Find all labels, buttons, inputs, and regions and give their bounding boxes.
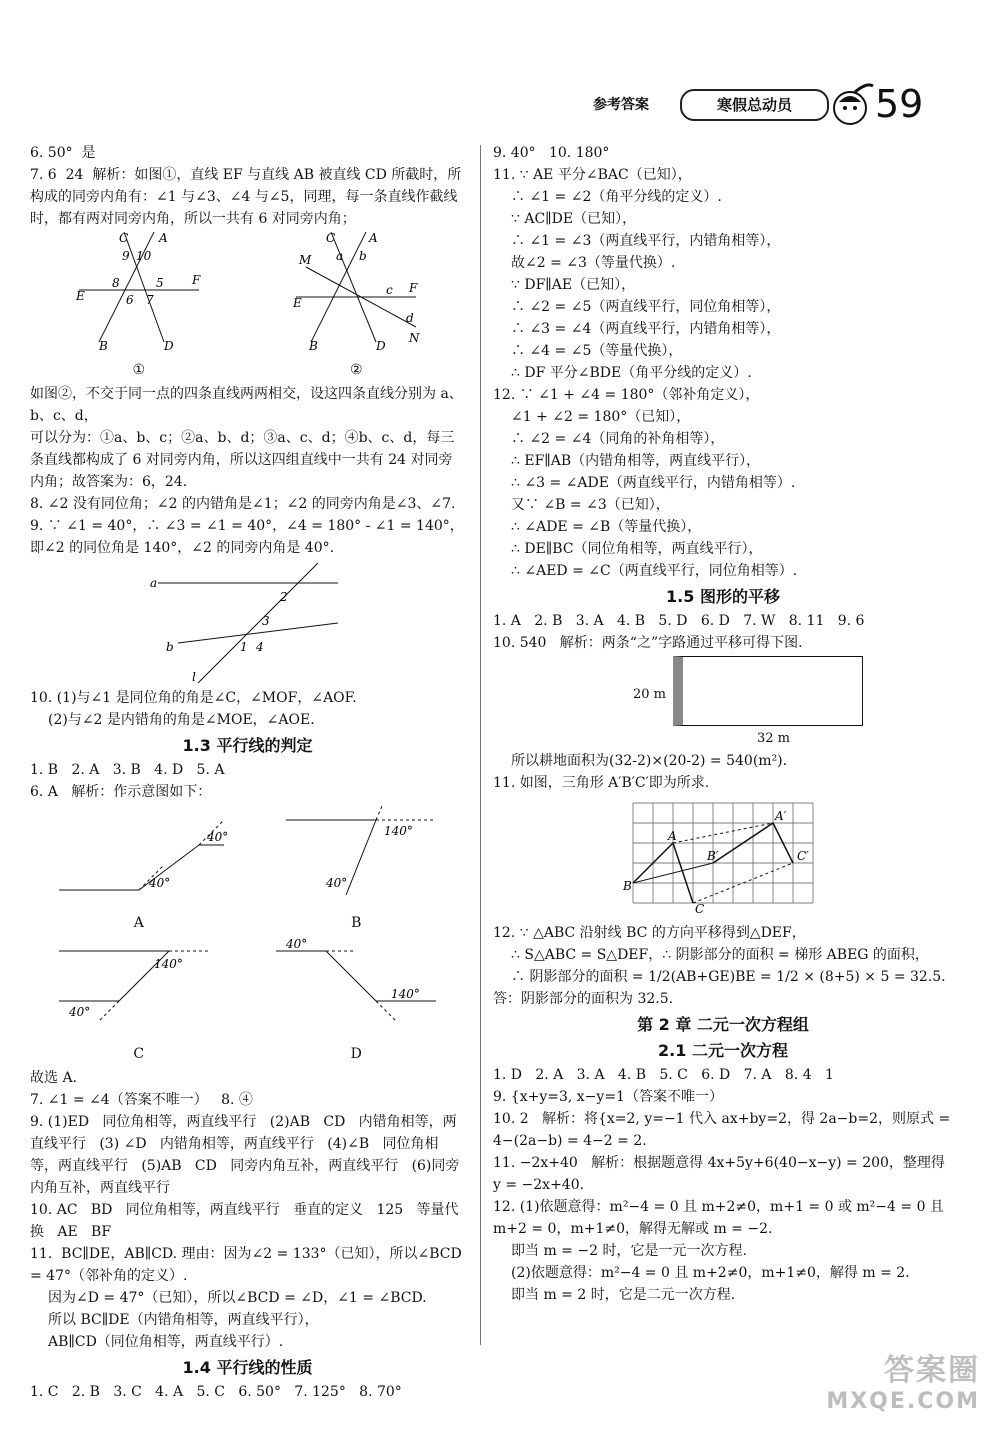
figure-grid-translation xyxy=(623,798,823,918)
left-column xyxy=(30,142,465,1403)
answer-line: 1. D 2. A 3. A 4. B 5. C 6. D 7. A 8. 4 1 xyxy=(493,1067,834,1083)
answer-line: 11. −2x+40 解析：根据题意得 4x+5y+6(40−x−y) = 200，整理得 y = −2x+40. xyxy=(493,1155,950,1193)
svg-text:F: F xyxy=(191,273,201,287)
answer-line: 12. (1)依题意得：m²−4 = 0 且 m+2≠0，m+1 = 0 或 m²−4 = 0 且 m+2 = 0，m+1≠0，解得无解或 m = −2. xyxy=(493,1199,949,1237)
answer-line: ∵ AC∥DE（已知）， xyxy=(511,211,637,227)
answer-line: ∴ ∠AED = ∠C（两直线平行，同位角相等）. xyxy=(511,563,798,579)
svg-text:B: B xyxy=(309,339,319,352)
svg-text:40°: 40° xyxy=(148,876,171,890)
svg-text:B: B xyxy=(623,879,632,893)
svg-text:C: C xyxy=(695,902,705,916)
section-label: 参考答案 xyxy=(593,97,649,113)
answer-line: 9. 40° 10. 180° xyxy=(493,145,610,161)
svg-text:6: 6 xyxy=(125,293,134,307)
svg-text:D: D xyxy=(376,339,386,352)
answer-line: 故选 A. xyxy=(30,1070,78,1086)
svg-text:a: a xyxy=(336,249,344,263)
svg-text:E: E xyxy=(75,289,85,303)
figure-grid-abcd xyxy=(30,805,465,1065)
answer-line: 1. C 2. B 3. C 4. A 5. C 6. 50° 7. 125° 8. 70° xyxy=(30,1384,402,1400)
answer-line: 11. BC∥DE，AB∥CD. 理由：因为∠2 = 133°（已知），所以∠BCD = 47°（邻补角的定义）. xyxy=(30,1246,467,1284)
answer-line: 12. ∵ ∠1 + ∠4 = 180°（邻补角定义）， xyxy=(493,387,760,403)
section-heading: 1.5 图形的平移 xyxy=(666,587,780,606)
answer-line: ∴ S△ABC = S△DEF，∴ 阴影部分的面积 = 梯形 ABEG 的面积， xyxy=(511,947,929,963)
answer-line: ∵ DF∥AE（已知）， xyxy=(511,277,636,293)
svg-text:10: 10 xyxy=(135,249,152,263)
answer-line: 1. A 2. B 3. A 4. B 5. D 6. D 7. W 8. 11 9. 6 xyxy=(493,613,865,629)
figure-caption: ② xyxy=(349,362,363,378)
svg-text:1: 1 xyxy=(239,640,248,654)
section-heading: 1.3 平行线的判定 xyxy=(182,736,313,755)
svg-text:40°: 40° xyxy=(68,1005,91,1019)
answer-line: 7. 6 24 解析：如图①，直线 EF 与直线 AB 被直线 CD 所截时，所构成的同旁内角有：∠1 与∠3、∠4 与∠5，同理，每一条直线作截线时，都有两对同旁内角，所以一共有 6 对同旁内角； xyxy=(30,167,462,227)
svg-text:M: M xyxy=(299,253,312,267)
svg-text:a: a xyxy=(149,576,157,590)
answer-line: ∴ ∠3 = ∠ADE（两直线平行，内错角相等）. xyxy=(511,475,796,491)
answer-line: 可以分为：①a、b、c；②a、b、d；③a、c、d；④b、c、d，每三条直线都构成了 6 对同旁内角，所以这四组直线中一共有 24 对同旁内角；故答案为：6，24. xyxy=(30,430,455,490)
svg-text:D: D xyxy=(163,339,174,352)
svg-text:8: 8 xyxy=(111,276,120,290)
answer-line: 9. (1)ED 同位角相等，两直线平行 (2)AB CD 内错角相等，两直线平行 (3) ∠D 内错角相等，两直线平行 (4)∠B 同位角相等，两直线平行 (5)AB CD 同旁内角互补，两直线平行 (6)同旁内角互补，两直线平行 xyxy=(30,1114,460,1196)
answer-line: 即当 m = 2 时，它是二元一次方程. xyxy=(511,1287,736,1303)
svg-text:140°: 140° xyxy=(391,987,421,1001)
answer-line: 即当 m = −2 时，它是一元一次方程. xyxy=(511,1243,747,1259)
answer-line: 7. ∠1 = ∠4（答案不唯一） 8. ④ xyxy=(30,1092,253,1108)
svg-text:40°: 40° xyxy=(326,876,348,890)
figure-caption: D xyxy=(350,1046,362,1062)
svg-text:A: A xyxy=(668,829,677,843)
section-heading: 2.1 二元一次方程 xyxy=(658,1041,788,1060)
figure-option-a xyxy=(49,805,229,905)
figure-option-d xyxy=(266,936,446,1036)
answer-line: ∴ ∠3 = ∠4（两直线平行，内错角相等）， xyxy=(511,321,781,337)
figure-option-c xyxy=(49,936,229,1036)
answer-line: (2)与∠2 是内错角的角是∠MOE，∠AOE. xyxy=(48,712,315,728)
svg-text:4: 4 xyxy=(255,640,264,654)
answer-line: ∴ 阴影部分的面积 = 1/2(AB+GE)BE = 1/2 × (8+5) × 5 = 32.5. xyxy=(511,969,946,985)
svg-text:2: 2 xyxy=(279,590,288,604)
answer-line: 10. 2 解析：将{x=2, y=−1 代入 ax+by=2，得 2a−b=2，则原式 = 4−(2a−b) = 4−2 = 2. xyxy=(493,1111,955,1149)
svg-text:5: 5 xyxy=(155,276,164,290)
svg-text:40°: 40° xyxy=(286,937,308,951)
svg-text:c: c xyxy=(386,283,393,297)
answer-line: 答：阴影部分的面积为 32.5. xyxy=(493,991,674,1007)
answer-line: 1. B 2. A 3. B 4. D 5. A xyxy=(30,762,225,778)
answer-line: 11. 如图，三角形 A′B′C′即为所求. xyxy=(493,775,710,791)
figure-caption: ① xyxy=(132,362,146,378)
answer-line: 12. ∵ △ABC 沿射线 BC 的方向平移得到△DEF， xyxy=(493,925,806,941)
figure-option-b xyxy=(266,805,446,905)
answer-line: 10. (1)与∠1 是同位角的角是∠C，∠MOF，∠AOF. xyxy=(30,690,357,706)
svg-text:F: F xyxy=(409,281,418,295)
svg-text:B′: B′ xyxy=(707,849,719,863)
column-divider xyxy=(480,145,481,1345)
section-heading: 1.4 平行线的性质 xyxy=(182,1358,313,1377)
answer-line: 11. ∵ AE 平分∠BAC（已知）， xyxy=(493,167,692,183)
answer-line: 10. AC BD 同位角相等，两直线平行 垂直的定义 125 等量代换 AE BF xyxy=(30,1202,459,1240)
rect-width-label: 32 m xyxy=(753,728,794,750)
svg-text:7: 7 xyxy=(145,293,154,307)
svg-text:b: b xyxy=(165,640,174,654)
figure-parallel-transversal xyxy=(148,563,348,683)
answer-line: AB∥CD（同位角相等，两直线平行）. xyxy=(48,1334,284,1350)
answer-line: 所以耕地面积为(32-2)×(20-2) = 540(m²). xyxy=(511,753,788,769)
figure-row-1-2 xyxy=(30,232,465,381)
mascot-logo xyxy=(825,80,875,134)
svg-text:140°: 140° xyxy=(153,957,183,971)
answer-line: ∴ ∠2 = ∠5（两直线平行，同位角相等）， xyxy=(511,299,781,315)
svg-text:E: E xyxy=(293,296,303,310)
right-column xyxy=(493,142,953,1306)
figure-2-four-lines xyxy=(291,232,421,352)
svg-text:A′: A′ xyxy=(775,809,787,823)
watermark-url: MXQE.COM xyxy=(826,1389,980,1414)
answer-line: 因为∠D = 47°（已知），所以∠BCD = ∠D，∠1 = ∠BCD. xyxy=(48,1290,427,1306)
figure-caption: C xyxy=(133,1046,145,1062)
svg-text:140°: 140° xyxy=(384,824,414,838)
answer-line: ∴ ∠ADE = ∠B（等量代换）， xyxy=(511,519,702,535)
svg-text:l: l xyxy=(191,670,196,683)
chapter-heading: 第 2 章 二元一次方程组 xyxy=(637,1015,809,1034)
field-rectangle xyxy=(673,656,863,726)
page-number: 59 xyxy=(875,82,924,126)
svg-text:3: 3 xyxy=(261,614,270,628)
svg-text:9: 9 xyxy=(121,249,130,263)
svg-text:N: N xyxy=(409,331,420,345)
answer-line: 又∵ ∠B = ∠3（已知）， xyxy=(511,497,670,513)
answer-line: 9. {x+y=3, x−y=1（答案不唯一） xyxy=(493,1089,723,1105)
answer-line: ∴ DE∥BC（同位角相等，两直线平行）， xyxy=(511,541,763,557)
watermark-title: 答案圈 xyxy=(884,1353,980,1388)
book-title: 寒假总动员 xyxy=(680,89,829,121)
answer-line: 故∠2 = ∠3（等量代换）. xyxy=(511,255,676,271)
svg-text:A: A xyxy=(369,232,378,245)
figure-field-rectangle xyxy=(633,656,873,748)
answer-line: 6. A 解析：作示意图如下： xyxy=(30,784,212,800)
answer-line: 10. 540 解析：两条“之”字路通过平移可得下图. xyxy=(493,635,803,651)
answer-line: 8. ∠2 没有同位角；∠2 的内错角是∠1；∠2 的同旁内角是∠3、∠7. xyxy=(30,496,456,512)
answer-line: (2)依题意得：m²−4 = 0 且 m+2≠0，m+1≠0，解得 m = 2. xyxy=(511,1265,910,1281)
rect-height-label: 20 m xyxy=(633,687,667,702)
answer-line: ∴ EF∥AB（内错角相等，两直线平行）， xyxy=(511,453,761,469)
answer-line: ∴ ∠2 = ∠4（同角的补角相等）， xyxy=(511,431,725,447)
answer-line: 6. 50° 是 xyxy=(30,145,96,161)
answer-line: ∴ ∠4 = ∠5（等量代换）， xyxy=(511,343,683,359)
svg-text:C: C xyxy=(118,232,128,245)
answer-line: ∴ ∠1 = ∠2（角平分线的定义）. xyxy=(511,189,722,205)
svg-text:B: B xyxy=(98,339,108,352)
svg-text:d: d xyxy=(406,311,414,325)
answer-line: 9. ∵ ∠1 = 40°，∴ ∠3 = ∠1 = 40°，∠4 = 180° - ∠1 = 140°，即∠2 的同位角是 140°，∠2 的同旁内角是 40°. xyxy=(30,518,464,556)
answer-line: ∴ ∠1 = ∠3（两直线平行，内错角相等）， xyxy=(511,233,781,249)
answer-line: ∴ DF 平分∠BDE（角平分线的定义）. xyxy=(511,365,752,381)
answer-line: 如图②，不交于同一点的四条直线两两相交，设这四条直线分别为 a、b、c、d， xyxy=(30,386,463,424)
svg-text:A: A xyxy=(158,232,168,245)
svg-text:40°: 40° xyxy=(206,830,229,844)
figure-1-intersecting-lines xyxy=(74,232,204,352)
figure-caption: A xyxy=(133,915,144,931)
svg-text:b: b xyxy=(359,249,367,263)
figure-caption: B xyxy=(351,915,362,931)
watermark xyxy=(826,1345,980,1414)
svg-text:C: C xyxy=(326,232,336,245)
answer-line: ∠1 + ∠2 = 180°（已知）， xyxy=(511,409,691,425)
svg-text:C′: C′ xyxy=(797,849,809,863)
answer-line: 所以 BC∥DE（内错角相等，两直线平行）， xyxy=(48,1312,319,1328)
